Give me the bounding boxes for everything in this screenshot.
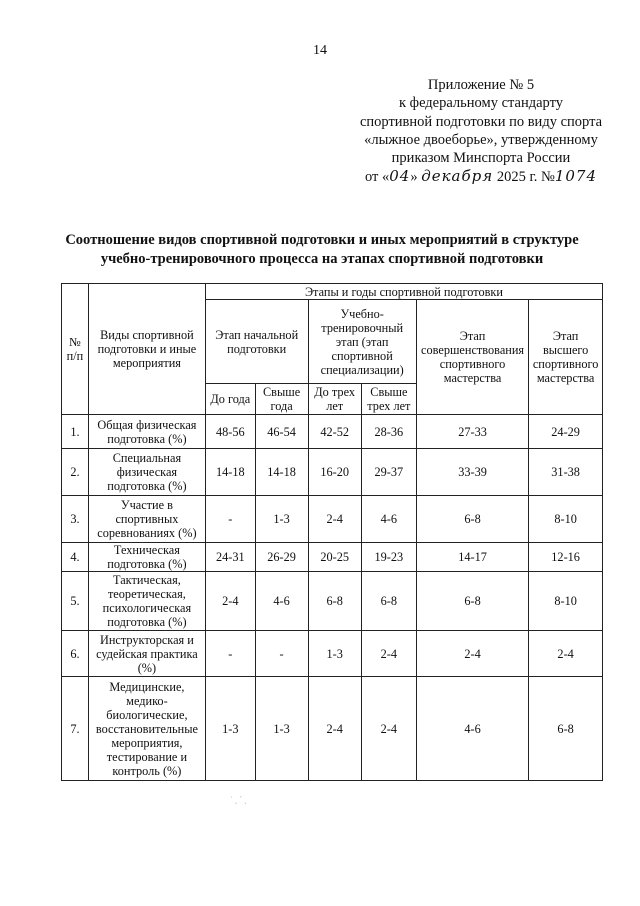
title-line: учебно-тренировочного процесса на этапах спортивной подготовки: [100, 250, 544, 267]
value-cell: 31-38: [529, 449, 603, 496]
value-cell: 33-39: [416, 449, 528, 496]
appendix-line: спортивной подготовки по виду спорта: [359, 113, 603, 130]
value-cell: 2-4: [308, 496, 361, 543]
margin-marks: ˙ ˏ ´ ˏ: [230, 795, 247, 804]
header-sub: До трех лет: [308, 384, 361, 415]
value-cell: 2-4: [361, 677, 416, 781]
value-cell: 24-31: [205, 543, 255, 572]
row-name: Инструкторская и судейская практика (%): [88, 631, 205, 677]
date-prefix: от «: [364, 169, 390, 186]
value-cell: 12-16: [529, 543, 603, 572]
header-sub: До года: [205, 384, 255, 415]
handwritten-day: 04: [389, 167, 411, 186]
value-cell: 6-8: [529, 677, 603, 781]
appendix-header: [336, 76, 626, 187]
value-cell: 4-6: [416, 677, 528, 781]
header-initial-stage: Этап начальной подготовки: [205, 300, 308, 384]
appendix-line: приказом Минспорта России: [391, 150, 571, 167]
row-number: 4.: [62, 543, 89, 572]
value-cell: 2-4: [308, 677, 361, 781]
row-name: Медицинские, медико-биологические, восстановительные мероприятия, тестирование и контроль (%): [88, 677, 205, 781]
table-row: [62, 631, 603, 677]
date-year: 2025 г. №: [493, 169, 555, 186]
value-cell: 4-6: [361, 496, 416, 543]
value-cell: 26-29: [255, 543, 308, 572]
value-cell: 42-52: [308, 415, 361, 449]
table-body: [62, 415, 603, 781]
table-row: [62, 677, 603, 781]
value-cell: 29-37: [361, 449, 416, 496]
value-cell: 4-6: [255, 572, 308, 631]
header-training-stage: Учебно-тренировочный этап (этап спортивной специализации): [308, 300, 416, 384]
value-cell: 8-10: [529, 572, 603, 631]
value-cell: 1-3: [255, 677, 308, 781]
value-cell: 19-23: [361, 543, 416, 572]
header-improvement-stage: Этап совершенствования спортивного мастерства: [416, 300, 528, 415]
handwritten-month: декабря: [421, 167, 494, 186]
value-cell: 6-8: [308, 572, 361, 631]
value-cell: 1-3: [308, 631, 361, 677]
value-cell: -: [205, 631, 255, 677]
value-cell: 1-3: [205, 677, 255, 781]
value-cell: 2-4: [416, 631, 528, 677]
row-number: 7.: [62, 677, 89, 781]
header-sub: Свыше года: [255, 384, 308, 415]
header-higher-stage: Этап высшего спортивного мастерства: [529, 300, 603, 415]
header-sub: Свыше трех лет: [361, 384, 416, 415]
value-cell: 2-4: [529, 631, 603, 677]
value-cell: 48-56: [205, 415, 255, 449]
header-stages: Этапы и годы спортивной подготовки: [205, 284, 602, 300]
value-cell: 46-54: [255, 415, 308, 449]
value-cell: 14-18: [255, 449, 308, 496]
value-cell: -: [255, 631, 308, 677]
ratio-table: [61, 283, 603, 781]
row-number: 2.: [62, 449, 89, 496]
row-name: Общая физическая подготовка (%): [88, 415, 205, 449]
table-row: [62, 543, 603, 572]
appendix-line: Приложение № 5: [427, 77, 535, 93]
row-number: 1.: [62, 415, 89, 449]
row-number: 5.: [62, 572, 89, 631]
value-cell: 28-36: [361, 415, 416, 449]
appendix-line: «лыжное двоеборье», утвержденному: [364, 131, 598, 148]
table-row: [62, 496, 603, 543]
page-number: 14: [313, 43, 327, 58]
value-cell: 1-3: [255, 496, 308, 543]
row-name: Специальная физическая подготовка (%): [88, 449, 205, 496]
date-mid: »: [410, 169, 422, 186]
value-cell: 6-8: [416, 496, 528, 543]
table-row: [62, 449, 603, 496]
row-number: 3.: [62, 496, 89, 543]
value-cell: 14-17: [416, 543, 528, 572]
row-name: Участие в спортивных соревнованиях (%): [88, 496, 205, 543]
row-name: Техническая подготовка (%): [88, 543, 205, 572]
document-title: [40, 231, 604, 268]
value-cell: 2-4: [361, 631, 416, 677]
value-cell: 8-10: [529, 496, 603, 543]
value-cell: 20-25: [308, 543, 361, 572]
handwritten-order-number: 1074: [554, 167, 598, 186]
value-cell: -: [205, 496, 255, 543]
header-num: № п/п: [62, 284, 89, 415]
table-header-row: [62, 284, 603, 300]
value-cell: 6-8: [416, 572, 528, 631]
value-cell: 6-8: [361, 572, 416, 631]
table-row: [62, 572, 603, 631]
appendix-line: к федеральному стандарту: [399, 95, 563, 112]
header-kinds: Виды спортивной подготовки и иные мероприятия: [88, 284, 205, 415]
value-cell: 2-4: [205, 572, 255, 631]
row-name: Тактическая, теоретическая, психологическая подготовка (%): [88, 572, 205, 631]
table-row: [62, 415, 603, 449]
value-cell: 24-29: [529, 415, 603, 449]
value-cell: 27-33: [416, 415, 528, 449]
value-cell: 14-18: [205, 449, 255, 496]
order-date-line: [336, 167, 626, 186]
row-number: 6.: [62, 631, 89, 677]
title-line: Соотношение видов спортивной подготовки и иных мероприятий в структуре: [65, 232, 579, 248]
value-cell: 16-20: [308, 449, 361, 496]
